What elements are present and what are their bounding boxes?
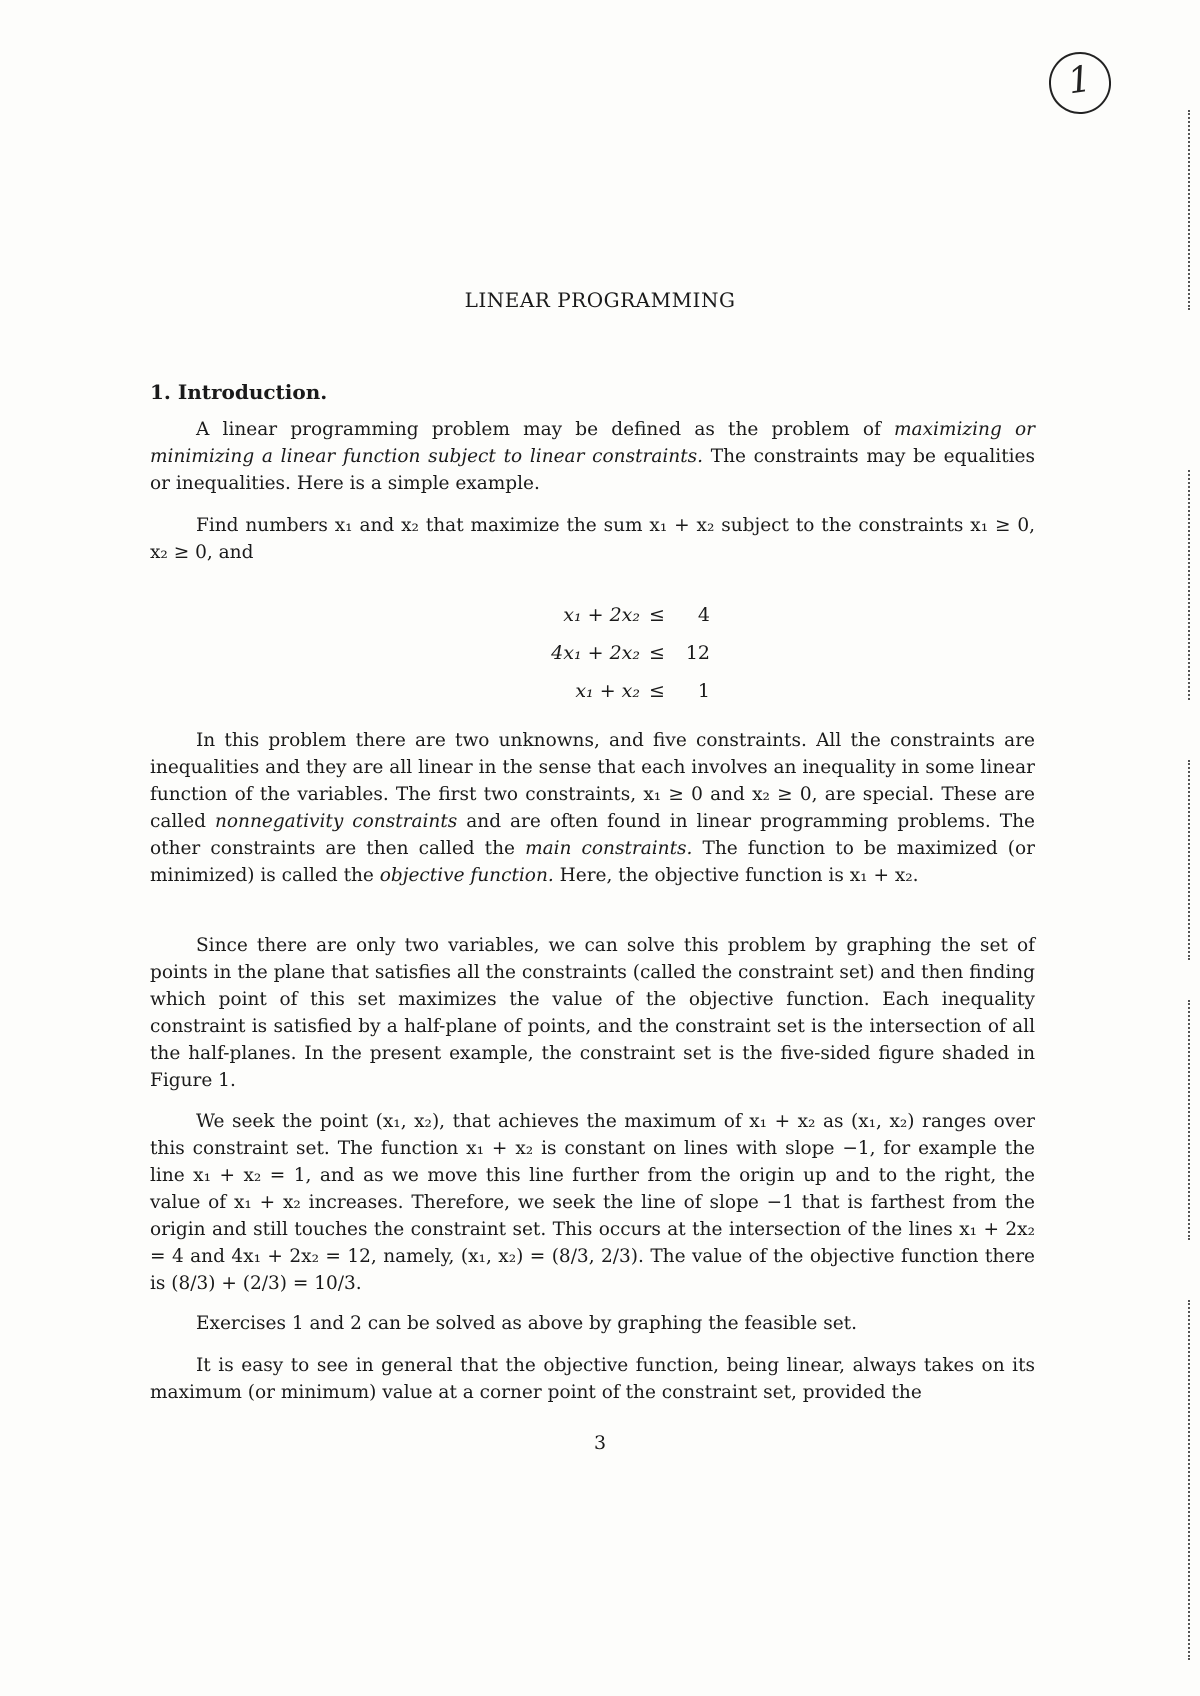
- text-span: and are often found in linear programming problems. The other constraints are then called the: [150, 811, 1035, 859]
- constraint-rhs: 12: [685, 642, 710, 664]
- scan-edge-mark: [1188, 1000, 1192, 1240]
- paragraph-text: Exercises 1 and 2 can be solved as above by graphing the feasible set.: [196, 1313, 857, 1334]
- paragraph-graphing: [150, 932, 1035, 1094]
- text-span: A linear programming problem may be defined as the problem of: [196, 419, 894, 440]
- page-number: 3: [593, 1432, 607, 1454]
- circled-page-mark: [1045, 48, 1115, 118]
- paragraph-text: Find numbers x₁ and x₂ that maximize the sum x₁ + x₂ subject to the constraints x₁ ≥ 0, x₂ ≥ 0, and: [150, 515, 1035, 563]
- constraint-system: [500, 596, 710, 710]
- constraint-rhs: 4: [697, 604, 710, 626]
- emphasis-text: maximizing or minimizing a linear function subject to linear constraints.: [150, 419, 1035, 467]
- paragraph-exercises: [150, 1310, 1035, 1337]
- paragraph-text: It is easy to see in general that the objective function, being linear, always takes on its maximum (or minimum) value at a corner point of the constraint set, provided the: [150, 1355, 1035, 1403]
- text-span: The constraints may be equalities or inequalities. Here is a simple example.: [150, 446, 1035, 494]
- constraint-lhs: x₁ + 2x₂: [563, 604, 640, 626]
- scan-edge-mark: [1188, 470, 1192, 700]
- paragraph-text: We seek the point (x₁, x₂), that achieves the maximum of x₁ + x₂ as (x₁, x₂) ranges over this constraint set. The function x₁ + x₂ is constant on lines with slope −1, for example the line x₁ + x₂ = 1, and as we move this line further from the origin up and to the right, the value of x₁ + x₂ increases. Therefore, we seek the line of slope −1 that is farthest from the origin and still touches the constraint set. This occurs at the intersection of the lines x₁ + 2x₂ = 4 and 4x₁ + 2x₂ = 12, namely, (x₁, x₂) = (8/3, 2/3). The value of the objective function there is (8/3) + (2/3) = 10/3.: [150, 1111, 1035, 1294]
- emphasis-text: objective function.: [379, 865, 554, 886]
- scan-edge-mark: [1188, 760, 1192, 960]
- constraint-lhs: 4x₁ + 2x₂: [551, 642, 640, 664]
- paragraph-intro: [150, 416, 1035, 497]
- text-span: Here, the objective function is x₁ + x₂.: [553, 865, 919, 886]
- document-title: LINEAR PROGRAMMING: [464, 288, 736, 312]
- constraint-row: [500, 672, 710, 710]
- scan-edge-mark: [1188, 1300, 1192, 1660]
- text-span: In this problem there are two unknowns, and five constraints. All the constraints are inequalities and they are all linear in the sense that each involves an inequality in some linear function of the variables. The first two constraints, x₁ ≥ 0 and x₂ ≥ 0, are special. These are called: [150, 730, 1035, 832]
- paragraph-text: Since there are only two variables, we can solve this problem by graphing the set of points in the plane that satisfies all the constraints (called the constraint set) and then finding which point of this set maximizes the value of the objective function. Each inequality constraint is satisfied by a half-plane of points, and the constraint set is the intersection of all the half-planes. In the present example, the constraint set is the five-sided figure shaded in Figure 1.: [150, 935, 1035, 1091]
- scan-edge-mark: [1188, 110, 1192, 310]
- constraint-relation: ≤: [649, 642, 665, 664]
- constraint-rhs: 1: [697, 680, 710, 702]
- constraint-row: [500, 634, 710, 672]
- paragraph-optimum: [150, 1108, 1035, 1297]
- constraint-relation: ≤: [649, 604, 665, 626]
- emphasis-text: nonnegativity constraints: [215, 811, 458, 832]
- constraint-relation: ≤: [649, 680, 665, 702]
- paragraph-corner-point: [150, 1352, 1035, 1406]
- page-mark-text: 1: [1065, 58, 1094, 103]
- paragraph-definitions: [150, 727, 1035, 889]
- constraint-row: [500, 596, 710, 634]
- text-span: The function to be maximized (or minimized) is called the: [150, 838, 1035, 886]
- paragraph-example: [150, 512, 1035, 566]
- section-heading: 1. Introduction.: [150, 380, 328, 404]
- constraint-lhs: x₁ + x₂: [575, 680, 640, 702]
- emphasis-text: main constraints.: [525, 838, 693, 859]
